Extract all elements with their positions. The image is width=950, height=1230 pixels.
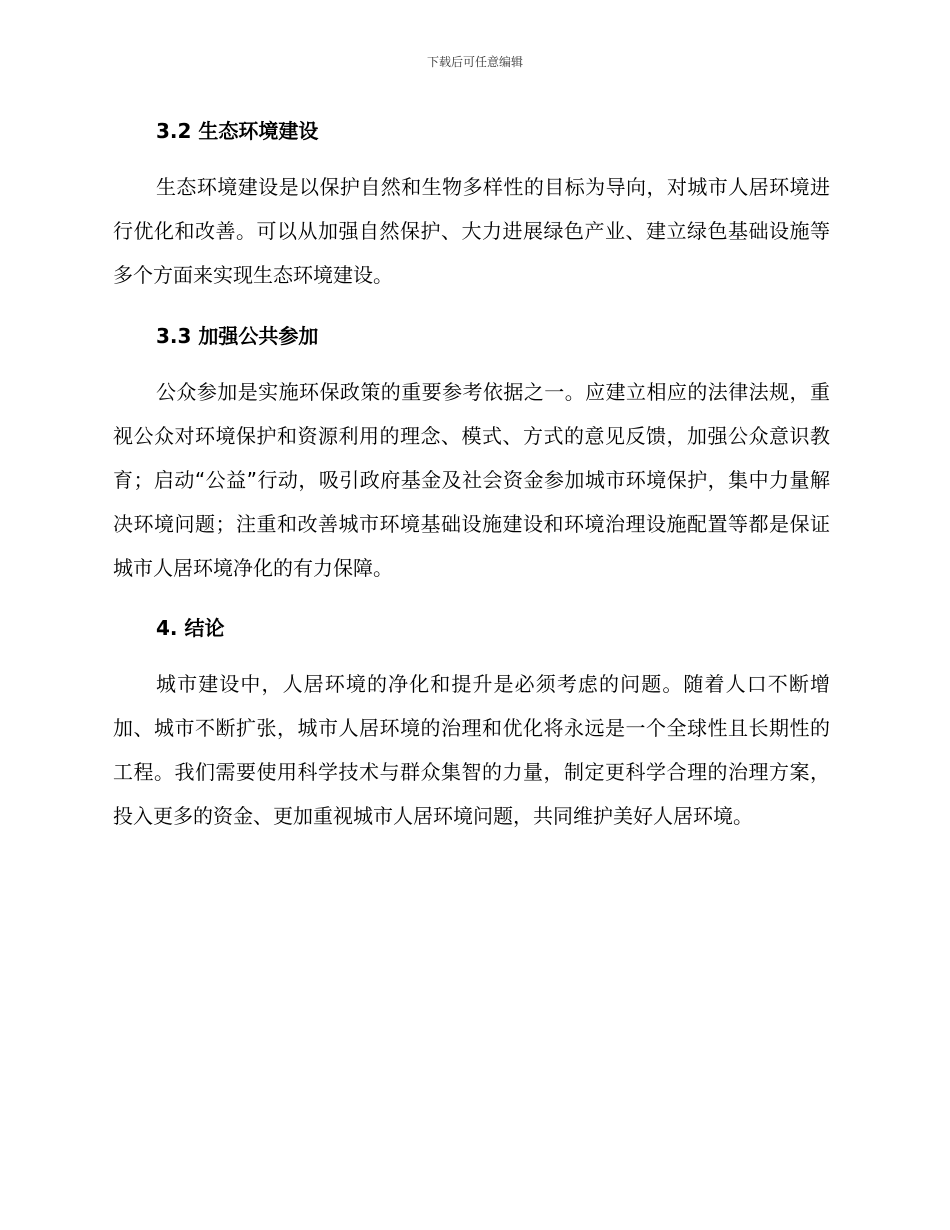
section-heading-3-2: 3.2 生态环境建设 xyxy=(156,119,319,143)
section-paragraph-4: 城市建设中，人居环境的净化和提升是必须考虑的问题。随着人口不断增加、城市不断扩张，城市人居环境的治理和优化将永远是一个全球性且长期性的工程。我们需要使用科学技术与群众集智的力量，制定更科学合理的治理方案，投入更多的资金、更加重视城市人居环境问题，共同维护美好人居环境。 xyxy=(113,672,830,828)
section-paragraph-3-3: 公众参加是实施环保政策的重要参考依据之一。应建立相应的法律法规，重视公众对环境保护和资源利用的理念、模式、方式的意见反馈，加强公众意识教育；启动“公益”行动，吸引政府基金及社会资金参加城市环境保护，集中力量解决环境问题；注重和改善城市环境基础设施建设和环境治理设施配置等都是保证城市人居环境净化的有力保障。 xyxy=(113,380,830,580)
page-header: 下载后可任意编辑 xyxy=(426,55,523,69)
section-heading-3-3: 3.3 加强公共参加 xyxy=(156,324,319,348)
section-paragraph-3-2: 生态环境建设是以保护自然和生物多样性的目标为导向，对城市人居环境进行优化和改善。可以从加强自然保护、大力进展绿色产业、建立绿色基础设施等多个方面来实现生态环境建设。 xyxy=(113,175,830,287)
section-heading-4: 4. 结论 xyxy=(156,616,225,640)
document-body xyxy=(113,110,830,838)
